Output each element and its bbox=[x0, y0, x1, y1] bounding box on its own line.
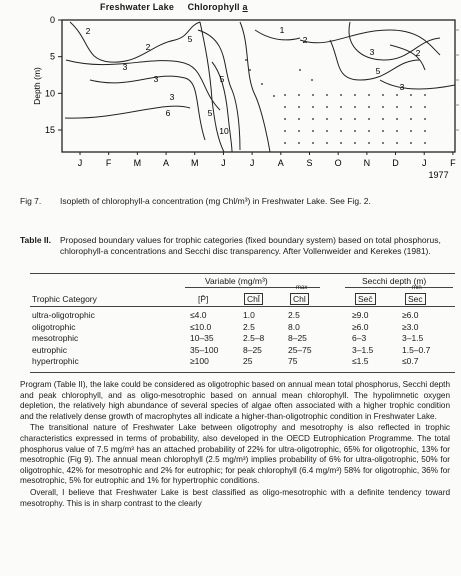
body-paragraph-3: Overall, I believe that Freshwater Lake is best classified as oligo-mesotrophic with a definite tendency toward mesotrophy. This is in sharp contrast to the clearly bbox=[20, 487, 450, 508]
x-tick-label: J bbox=[249, 158, 255, 168]
sample-dot bbox=[340, 130, 342, 132]
sample-dot bbox=[284, 94, 286, 96]
body-paragraph-2: The transitional nature of Freshwater Lake between oligotrophy and mesotrophy is also reflected in trophic characteristics expressed in terms of probability, also developed in the OECD Eutrophication Programme. The total phosphorus value of 7.5 mg/m³ has an attached probability of 22% for ultra-oligotrophic, 65% for oligotrophic, 13% for mesotrophic (Fig 9). The annual mean chlorophyll (2.5 mg/m³) implies probability of 6% for ultra-oligotrophic, 50% for oligotrophic, 42% for mesotrophic and 2% for eutrophic; for peak chlorophyll (6.4 mg/m³) 58% for oligotrophic, 36% for mesotrophic, 5% for eutrophic and 1% for hypertrophic conditions. bbox=[20, 423, 450, 486]
sample-dot bbox=[312, 118, 314, 120]
y-axis-label: Depth (m) bbox=[32, 67, 42, 105]
sample-dot bbox=[298, 142, 300, 144]
sample-dot bbox=[424, 106, 426, 108]
table-cell-sec: ≥6.0 bbox=[352, 321, 369, 332]
sample-dot bbox=[284, 130, 286, 132]
sample-dot bbox=[284, 118, 286, 120]
contour-label: 2 bbox=[85, 26, 91, 36]
table-top-rule bbox=[30, 273, 455, 274]
contour-label: 5 bbox=[207, 108, 213, 118]
sample-dot bbox=[382, 118, 384, 120]
table-cell-p: 35–100 bbox=[190, 344, 219, 355]
table-cell-sec: ≤1.5 bbox=[352, 356, 369, 366]
sample-dot bbox=[424, 118, 426, 120]
sample-dot bbox=[382, 130, 384, 132]
table-cell-chl: 8–25 bbox=[243, 344, 262, 355]
x-tick-label: A bbox=[163, 158, 170, 168]
table-cell-category: mesotrophic bbox=[32, 333, 79, 343]
figure-caption bbox=[20, 195, 450, 207]
sample-dot bbox=[273, 95, 275, 97]
year-label: 1977 bbox=[428, 170, 449, 180]
table-cell-secmin: 1.5–0.7 bbox=[402, 344, 431, 355]
sample-dot bbox=[340, 142, 342, 144]
sample-dot bbox=[326, 94, 328, 96]
plot-title-sub: a bbox=[242, 2, 248, 12]
table-group-secchi: Secchi depth (m) bbox=[362, 276, 427, 286]
sample-dot bbox=[368, 130, 370, 132]
contour-line bbox=[349, 22, 440, 60]
table-caption-text: Proposed boundary values for trophic categories (fixed boundary system) based on total phosphorus, chlorophyll-a concentrations and Secchi disc transparency. After Vollenweider and Kerekes (1981). bbox=[60, 235, 441, 256]
figure-caption-label: Fig 7. bbox=[20, 196, 42, 206]
sample-dot bbox=[396, 94, 398, 96]
sample-dot bbox=[311, 79, 313, 81]
contour-lines bbox=[65, 22, 455, 152]
x-tick-label: S bbox=[306, 158, 313, 168]
sample-dot bbox=[340, 94, 342, 96]
table-group-variable: Variable (mg/m³) bbox=[205, 276, 268, 286]
body-text bbox=[20, 380, 450, 510]
sample-dot bbox=[396, 118, 398, 120]
table-secchi-rule bbox=[345, 287, 453, 288]
table-bottom-rule bbox=[30, 372, 455, 373]
sample-dot bbox=[284, 142, 286, 144]
sample-dot bbox=[312, 142, 314, 144]
table-col-secmin-sup: min bbox=[412, 285, 422, 291]
sample-dot bbox=[410, 94, 412, 96]
table-cell-category: eutrophic bbox=[32, 344, 67, 355]
sample-dot bbox=[410, 118, 412, 120]
x-tick-label: F bbox=[450, 158, 456, 168]
sample-dot bbox=[326, 118, 328, 120]
table-cell-chl: 25 bbox=[243, 356, 253, 366]
x-tick-label: J bbox=[421, 158, 427, 168]
table-cell-secmin: 3–1.5 bbox=[402, 333, 424, 343]
y-tick-label: 0 bbox=[49, 15, 55, 25]
sample-dot bbox=[326, 106, 328, 108]
table-cell-chlmax: 8–25 bbox=[288, 333, 307, 343]
x-tick-label: J bbox=[221, 158, 226, 168]
sample-dot bbox=[312, 94, 314, 96]
table-cell-secmin: ≥3.0 bbox=[402, 321, 419, 332]
sample-dot bbox=[299, 69, 301, 71]
table-cell-p: ≥100 bbox=[190, 356, 209, 366]
sample-dot bbox=[354, 130, 356, 132]
sample-dot bbox=[298, 130, 300, 132]
table-cell-sec: 6–3 bbox=[352, 333, 367, 343]
x-tick-label: A bbox=[277, 158, 284, 168]
contour-label: 5 bbox=[187, 34, 193, 44]
sample-dot bbox=[298, 106, 300, 108]
sample-dot bbox=[396, 106, 398, 108]
sample-dot bbox=[298, 118, 300, 120]
sample-dot bbox=[340, 118, 342, 120]
sample-dot bbox=[326, 142, 328, 144]
table-cell-chlmax: 2.5 bbox=[288, 310, 300, 320]
y-tick-label: 15 bbox=[44, 125, 55, 135]
contour-label: 2 bbox=[145, 42, 151, 52]
sample-dot bbox=[382, 142, 384, 144]
sample-dot bbox=[354, 142, 356, 144]
contour-label: 3 bbox=[369, 47, 375, 57]
table-cell-category: hypertrophic bbox=[32, 356, 79, 366]
sample-dot bbox=[424, 94, 426, 96]
table-cell-category: ultra-oligotrophic bbox=[32, 310, 95, 320]
sample-dot bbox=[312, 106, 314, 108]
table-col-chl: Chl̄ bbox=[244, 294, 263, 304]
table-cell-chl: 1.0 bbox=[243, 310, 255, 320]
sample-dot bbox=[340, 106, 342, 108]
sample-dot bbox=[368, 94, 370, 96]
table-caption-label: Table II. bbox=[20, 235, 52, 245]
contour-line bbox=[255, 30, 300, 40]
sample-dot bbox=[410, 106, 412, 108]
sample-dot bbox=[354, 94, 356, 96]
plot-axes bbox=[32, 15, 459, 180]
sample-dot bbox=[424, 142, 426, 144]
sample-dot bbox=[410, 130, 412, 132]
table-col-category: Trophic Category bbox=[32, 294, 97, 304]
x-tick-label: N bbox=[363, 158, 371, 168]
table-col-chlmax-sup: max bbox=[296, 285, 308, 291]
x-tick-label: M bbox=[190, 158, 199, 168]
plot-title-lake: Freshwater Lake bbox=[100, 2, 175, 12]
contour-label: 3 bbox=[122, 62, 128, 72]
x-tick-label: O bbox=[334, 158, 342, 168]
table-cell-p: 10–35 bbox=[190, 333, 214, 343]
contour-label: 3 bbox=[399, 82, 405, 92]
x-tick-label: J bbox=[77, 158, 83, 168]
table-cell-secmin: ≥6.0 bbox=[402, 310, 419, 320]
table-cell-chlmax: 8.0 bbox=[288, 321, 300, 332]
contour-label: 5 bbox=[219, 74, 225, 84]
table-cell-chl: 2.5–8 bbox=[243, 333, 265, 343]
sample-dot bbox=[326, 130, 328, 132]
sample-dot bbox=[424, 130, 426, 132]
table-cell-chlmax: 75 bbox=[288, 356, 298, 366]
sample-dot bbox=[245, 59, 247, 61]
sample-dot bbox=[354, 106, 356, 108]
contour-label: 10 bbox=[219, 126, 229, 136]
contour-label: 6 bbox=[165, 108, 171, 118]
sample-dot bbox=[368, 106, 370, 108]
contour-line bbox=[240, 22, 270, 152]
table-caption bbox=[20, 235, 450, 257]
sample-dot bbox=[354, 118, 356, 120]
plot-title-variable: Chlorophyll bbox=[187, 2, 240, 12]
x-tick-label: F bbox=[105, 158, 112, 168]
contour-label: 2 bbox=[415, 48, 421, 58]
sample-dots bbox=[245, 59, 426, 144]
table-col-secmin: Sec bbox=[405, 294, 426, 304]
y-tick-label: 5 bbox=[49, 51, 55, 62]
table-cell-sec: ≥9.0 bbox=[352, 310, 369, 320]
contour-label: 3 bbox=[169, 92, 175, 102]
table-col-p: [P̄] bbox=[198, 294, 209, 304]
table-cell-chl: 2.5 bbox=[243, 321, 255, 332]
sample-dot bbox=[382, 94, 384, 96]
contour-label: 1 bbox=[279, 25, 285, 35]
table-cell-chlmax: 25–75 bbox=[288, 344, 312, 355]
contour-line bbox=[380, 80, 455, 89]
isopleth-plot bbox=[0, 0, 461, 195]
contour-line bbox=[65, 106, 190, 118]
sample-dot bbox=[284, 106, 286, 108]
contour-label: 2 bbox=[302, 35, 308, 45]
table-cell-secmin: ≤0.7 bbox=[402, 356, 419, 366]
table-cell-p: ≤4.0 bbox=[190, 310, 207, 320]
sample-dot bbox=[396, 130, 398, 132]
sample-dot bbox=[382, 106, 384, 108]
table-cell-p: ≤10.0 bbox=[190, 321, 212, 332]
contour-label: 3 bbox=[153, 74, 159, 84]
x-tick-label: D bbox=[392, 158, 399, 168]
table-header-rule bbox=[30, 306, 455, 307]
x-tick-label: M bbox=[133, 158, 142, 168]
contour-label: 5 bbox=[375, 66, 381, 76]
table-cell-category: oligotrophic bbox=[32, 321, 76, 332]
body-paragraph-1: Program (Table II), the lake could be considered as oligotrophic based on annual mean total phosphorus, Secchi depth and peak chlorophyll, and as oligo-mesotrophic based on annual mean chlorophyll. The hypolimnetic oxygen depletion, the relatively high abundance of several species of algae often associated with a higher trophic condition and the relatively dense growth of macrophytes all indicate a higher-than-oligotrophic condition in Freshwater Lake. bbox=[20, 380, 450, 421]
figure-caption-text: Isopleth of chlorophyll-a concentration (mg Chl/m³) in Freshwater Lake. See Fig. 2. bbox=[60, 196, 371, 206]
sample-dot bbox=[368, 118, 370, 120]
contour-line bbox=[90, 76, 205, 140]
sample-dot bbox=[396, 142, 398, 144]
sample-dot bbox=[261, 83, 263, 85]
sample-dot bbox=[249, 69, 251, 71]
sample-dot bbox=[298, 94, 300, 96]
table-cell-sec: 3–1.5 bbox=[352, 344, 374, 355]
sample-dot bbox=[312, 130, 314, 132]
sample-dot bbox=[368, 142, 370, 144]
sample-dot bbox=[410, 142, 412, 144]
y-tick-label: 10 bbox=[44, 88, 55, 99]
table-col-chlmax: Chl bbox=[290, 294, 309, 304]
table-col-sec: Sec̄ bbox=[355, 294, 376, 304]
